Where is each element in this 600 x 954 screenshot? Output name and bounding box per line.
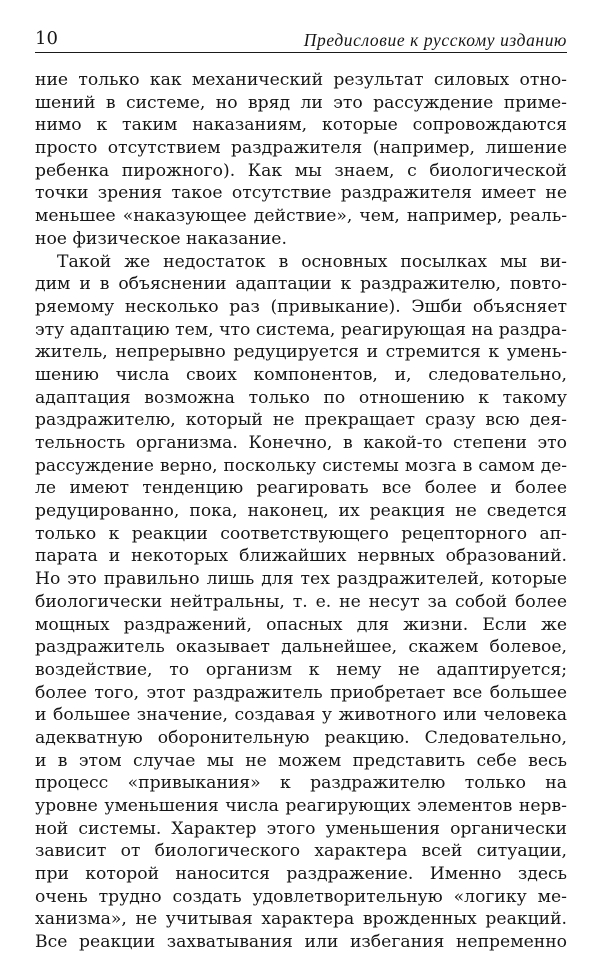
text-line: житель, непрерывно редуцируется и стремится к умень- bbox=[35, 342, 567, 363]
text-line: уровне уменьшения числа реагирующих элементов нерв- bbox=[35, 796, 567, 816]
text-line: адекватную оборонительную реакцию. Следовательно, bbox=[35, 727, 567, 748]
text-line: при которой наносится раздражение. Именно здесь bbox=[35, 864, 567, 885]
text-line: ребенка пирожного). Как мы знаем, с биологической bbox=[35, 160, 567, 181]
text-line: ряемому несколько раз (привыкание). Эшби объясняет bbox=[35, 296, 567, 317]
text-line: редуцированно, пока, наконец, их реакция не сведется bbox=[35, 501, 567, 522]
text-line: раздражитель оказывает дальнейшее, скажем болевое, bbox=[35, 637, 567, 658]
body-text bbox=[35, 69, 567, 954]
text-line: рассуждение верно, поскольку системы мозга в самом де- bbox=[35, 455, 567, 476]
text-line: нимо к таким наказаниям, которые сопровождаются bbox=[35, 115, 567, 136]
text-line: мощных раздражений, опасных для жизни. Если же bbox=[35, 614, 567, 635]
text-line: шений в системе, но вряд ли это рассуждение приме- bbox=[35, 92, 567, 113]
text-line: парата и некоторых ближайших нервных образований. bbox=[35, 546, 567, 567]
text-line: только к реакции соответствующего рецепторного ап- bbox=[35, 523, 567, 544]
text-line: Все реакции захватывания или избегания непременно bbox=[35, 932, 567, 953]
text-line: шению числа своих компонентов, и, следовательно, bbox=[35, 364, 567, 385]
text-line: и большее значение, создавая у животного или человека bbox=[35, 705, 567, 726]
page-number: 10 bbox=[35, 28, 58, 49]
paragraph bbox=[35, 251, 567, 954]
text-line: эту адаптацию тем, что система, реагирующая на раздра- bbox=[35, 319, 567, 340]
text-line: и в этом случае мы не можем представить себе весь bbox=[35, 750, 567, 771]
page-header bbox=[35, 22, 567, 53]
paragraph-container bbox=[35, 69, 567, 954]
text-line: более того, этот раздражитель приобретает все большее bbox=[35, 682, 567, 703]
text-line: очень трудно создать удовлетворительную «логику ме- bbox=[35, 886, 567, 907]
text-line: ханизма», не учитывая характера врожденных реакций. bbox=[35, 909, 567, 930]
text-line: ле имеют тенденцию реагировать все более и более bbox=[35, 478, 567, 499]
running-title: Предисловие к русскому изданию bbox=[303, 30, 567, 50]
text-line: тельность организма. Конечно, в какой-то степени это bbox=[35, 433, 567, 453]
text-line: дим и в объяснении адаптации к раздражителю, повто- bbox=[35, 274, 567, 295]
text-line: ной системы. Характер этого уменьшения органически bbox=[35, 818, 567, 839]
text-line: просто отсутствием раздражителя (например, лишение bbox=[35, 138, 567, 159]
text-line: адаптация возможна только по отношению к такому bbox=[35, 387, 567, 408]
text-line: меньшее «наказующее действие», чем, например, реаль- bbox=[35, 206, 567, 227]
text-line: Но это правильно лишь для тех раздражителей, которые bbox=[35, 569, 567, 590]
text-line: процесс «привыкания» к раздражителю только на bbox=[35, 773, 567, 794]
text-line: биологически нейтральны, т. е. не несут за собой более bbox=[35, 591, 567, 612]
text-line: ние только как механический результат силовых отно- bbox=[35, 70, 567, 90]
paragraph bbox=[35, 69, 567, 251]
text-line: зависит от биологического характера всей ситуации, bbox=[35, 841, 567, 862]
text-line: воздействие, то организм к нему не адаптируется; bbox=[35, 659, 567, 680]
text-line: точки зрения такое отсутствие раздражителя имеет не bbox=[35, 183, 567, 204]
text-line: раздражителю, который не прекращает сразу всю дея- bbox=[35, 410, 567, 431]
text-line: Такой же недостаток в основных посылках мы ви- bbox=[57, 251, 567, 272]
text-line: ное физическое наказание. bbox=[35, 228, 287, 249]
